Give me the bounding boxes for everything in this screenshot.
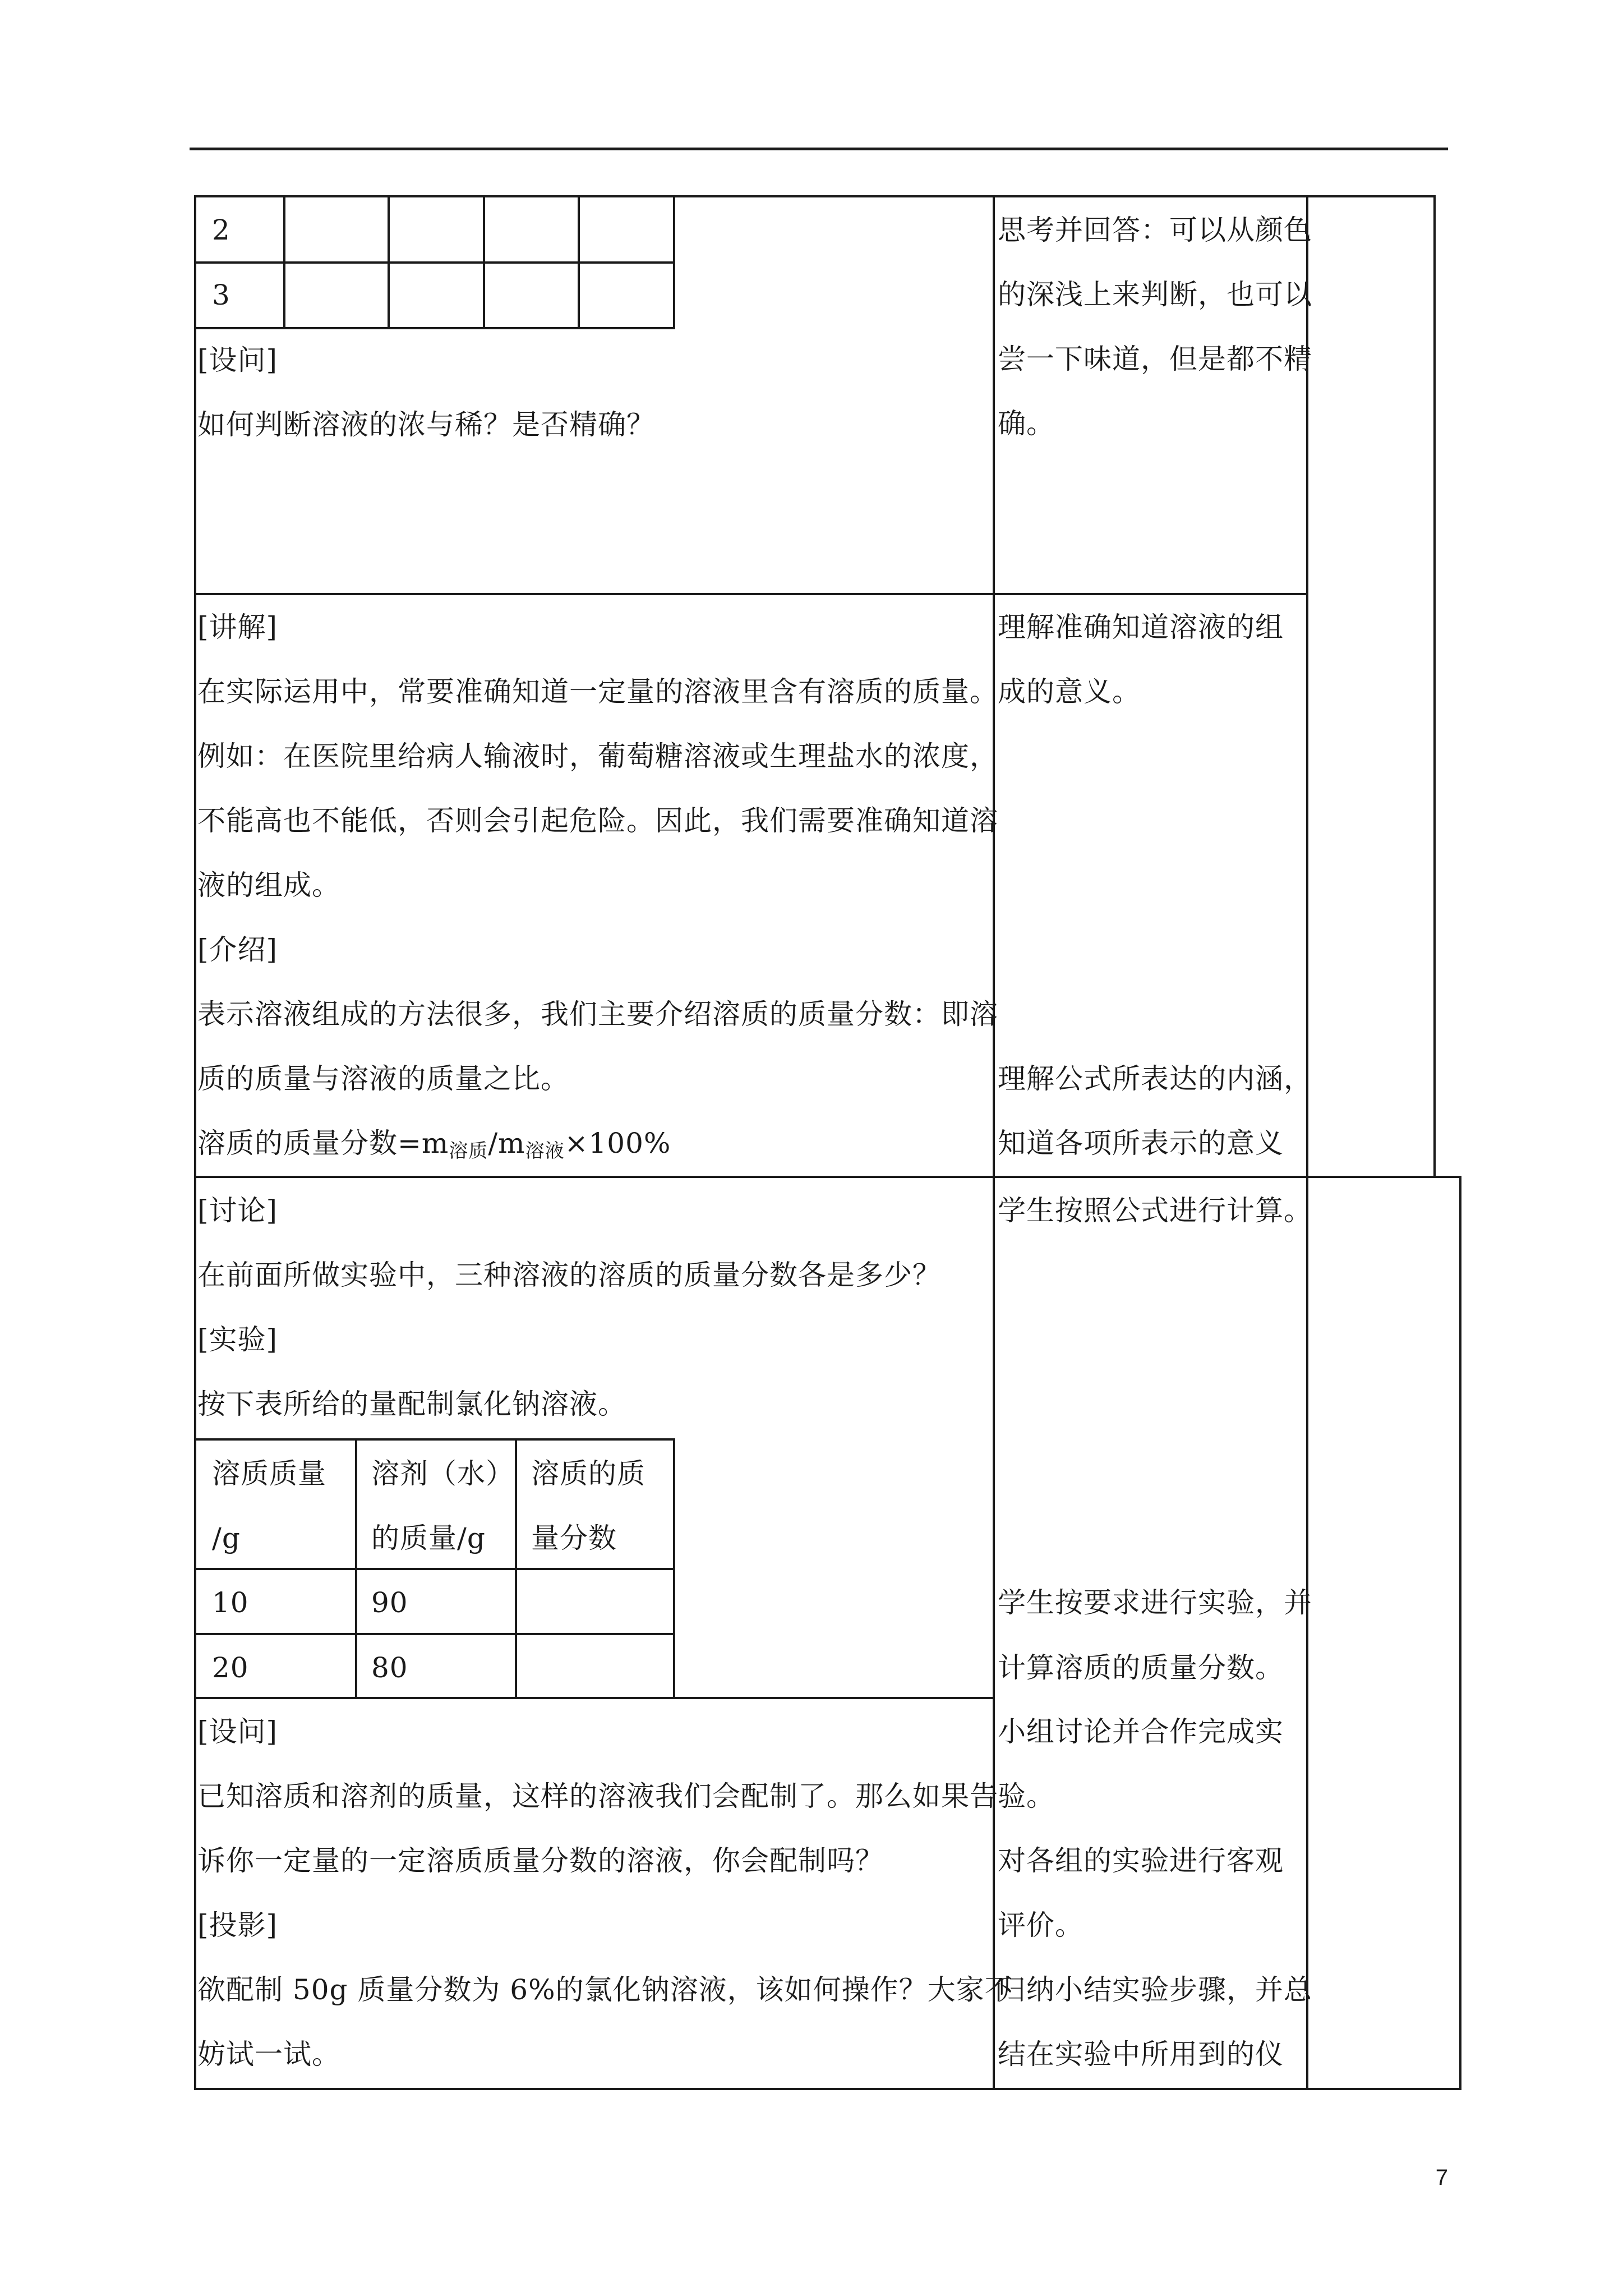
table-header: 溶质的质 [531, 1457, 645, 1490]
inner-table1-col5 [673, 195, 675, 329]
inner-table2-col3 [673, 1438, 675, 1699]
student-activity-line: 验。 [998, 1780, 1055, 1812]
section-tag: [讲解] [197, 611, 278, 643]
projection-line: 妨试一试。 [197, 2038, 340, 2070]
formula-subscript: 溶液 [525, 1140, 565, 1162]
student-activity-line: 结在实验中所用到的仪 [998, 2038, 1284, 2070]
student-activity-line: 理解准确知道溶液的组 [998, 611, 1284, 643]
introduction-line: 表示溶液组成的方法很多，我们主要介绍溶质的质量分数：即溶 [197, 998, 998, 1030]
explanation-line: 在实际运用中，常要准确知道一定量的溶液里含有溶质的质量。 [197, 675, 998, 708]
inner-table1-mid [196, 261, 675, 264]
table-col-divider-2-lower [1306, 1176, 1308, 2090]
student-activity-line: 评价。 [998, 1909, 1083, 1941]
student-activity-line: 计算溶质的质量分数。 [998, 1651, 1284, 1684]
table-header: 溶剂（水） [371, 1457, 514, 1490]
table-bottom-border [194, 2088, 1461, 2090]
question-line: 已知溶质和溶剂的质量，这样的溶液我们会配制了。那么如果告 [197, 1780, 998, 1812]
explanation-line: 液的组成。 [197, 869, 340, 901]
inner-table1-col1 [283, 195, 285, 329]
inner-table1-col4 [578, 195, 580, 329]
explanation-line: 例如：在医院里给病人输液时，葡萄糖溶液或生理盐水的浓度， [197, 740, 998, 772]
section-tag: [设问] [197, 344, 278, 376]
table-right-border-lower [1459, 1176, 1461, 2090]
section-tag: [讨论] [197, 1194, 278, 1227]
student-activity-line: 学生按照公式进行计算。 [998, 1194, 1312, 1227]
inner-table2-col1 [355, 1438, 357, 1699]
table-header: 溶质质量 [212, 1457, 326, 1490]
table-cell: 90 [371, 1586, 408, 1619]
row-divider-1 [194, 593, 1308, 595]
section-tag: [设问] [197, 1715, 278, 1748]
student-activity-line: 知道各项所表示的意义 [998, 1127, 1284, 1159]
table-cell: 80 [371, 1651, 408, 1684]
question-line: 诉你一定量的一定溶质质量分数的溶液，你会配制吗？ [197, 1844, 884, 1877]
table-header: 量分数 [531, 1522, 617, 1554]
inner-table2-bottom [196, 1697, 675, 1699]
inner-table1-col3 [483, 195, 485, 329]
student-activity-line: 对各组的实验进行客观 [998, 1844, 1284, 1877]
table-cell: 10 [212, 1586, 249, 1619]
section-tag: [介绍] [197, 933, 278, 966]
question-text: 如何判断溶液的浓与稀？是否精确？ [197, 408, 655, 441]
section-tag: [实验] [197, 1323, 278, 1356]
formula-subscript: 溶质 [449, 1140, 488, 1162]
student-activity-line: 理解公式所表达的内涵， [998, 1062, 1312, 1095]
student-activity-line: 确。 [998, 407, 1055, 440]
student-activity-line: 尝一下味道，但是都不精 [998, 343, 1312, 375]
student-activity-line: 归纳小结实验步骤，并总 [998, 1973, 1312, 2006]
student-activity-line: 成的意义。 [998, 675, 1141, 708]
experiment-instruction: 按下表所给的量配制氯化钠溶液。 [197, 1388, 626, 1420]
student-activity-line: 的深浅上来判断，也可以 [998, 278, 1312, 311]
formula-part: ×100% [564, 1127, 671, 1159]
inner-table1-col2 [388, 195, 390, 329]
row-divider-2 [194, 1176, 1461, 1178]
inner-table2-col2 [515, 1438, 517, 1699]
student-activity-line: 小组讨论并合作完成实 [998, 1715, 1284, 1748]
introduction-line: 质的质量与溶液的质量之比。 [197, 1062, 569, 1095]
inner-table1-row-label: 3 [212, 279, 230, 311]
inner-table1-row-label: 2 [212, 214, 230, 246]
explanation-line: 不能高也不能低，否则会引起危险。因此，我们需要准确知道溶 [197, 804, 998, 837]
section-tag: [投影] [197, 1909, 278, 1941]
student-activity-line: 学生按要求进行实验，并 [998, 1586, 1312, 1619]
projection-line: 欲配制 50g 质量分数为 6%的氯化钠溶液，该如何操作？大家不 [197, 1973, 1013, 2006]
table-right-border-upper [1433, 195, 1436, 1178]
table-left-border [194, 195, 196, 2090]
student-activity-line: 思考并回答：可以从颜色 [998, 214, 1312, 246]
inner-table1-bottom [196, 327, 675, 329]
discussion-question: 在前面所做实验中，三种溶液的溶质的质量分数各是多少？ [197, 1259, 941, 1291]
inner-table2-row2 [196, 1633, 675, 1635]
formula [197, 1126, 671, 1168]
page-number: 7 [1435, 2165, 1448, 2190]
header-rule [190, 148, 1448, 150]
table-cell: 20 [212, 1651, 249, 1684]
table-header: /g [212, 1522, 241, 1554]
inner-table2-row1 [196, 1568, 675, 1570]
table-header: 的质量/g [371, 1522, 486, 1554]
inner-table1-top [196, 195, 675, 197]
formula-part: /m [488, 1127, 525, 1159]
inner-table2-top [196, 1438, 675, 1441]
formula-part: 溶质的质量分数=m [197, 1127, 449, 1159]
